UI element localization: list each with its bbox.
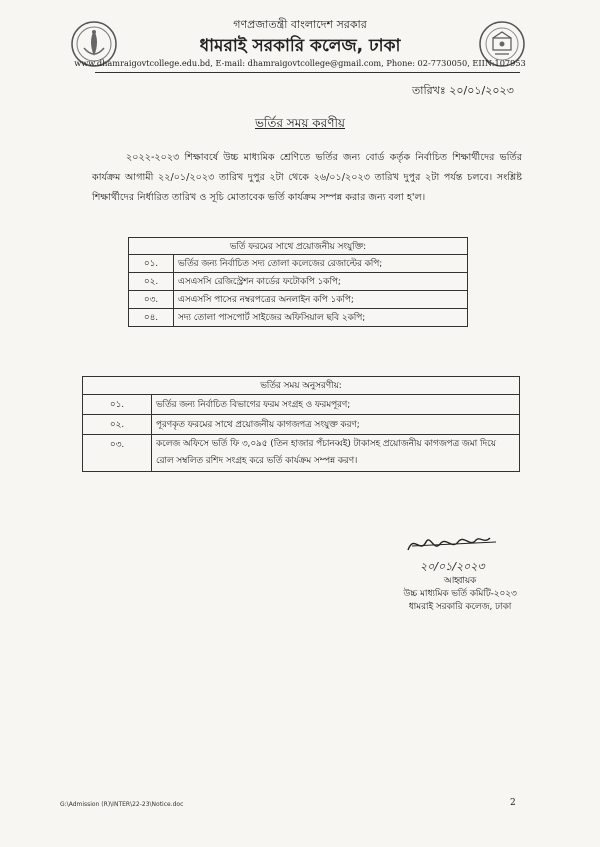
table-row [83,395,520,415]
row-text: এসএসসি পাসের নম্বরপত্রের অনলাইন কপি ১কপি; [174,291,468,309]
table-row [129,273,468,291]
row-number: ০২. [83,415,152,435]
attachments-table-heading: ভর্তি ফরমের সাথে প্রয়োজনীয় সংযুক্তি: [129,238,468,255]
signatory-block [380,575,540,614]
row-number: ০১. [83,395,152,415]
row-number: ০২. [129,273,174,291]
row-number: ০৩. [129,291,174,309]
government-title: গণপ্রজাতন্ত্রী বাংলাদেশ সরকার [233,18,367,31]
signature-date: ২০/০১/২০২৩ [420,560,485,573]
file-path: G:\Admission (R)\INTER\22-23\Notice.doc [60,801,184,808]
row-text: এসএসসি রেজিস্ট্রেশন কার্ডের ফটোকপি ১কপি; [174,273,468,291]
notice-date: তারিখঃ ২০/০১/২০২৩ [412,84,514,97]
page-number: 2 [510,798,516,808]
row-text: কলেজ অফিসে ভর্তি ফি ৩,০৯৫ (তিন হাজার পঁচানব্বই) টাকাসহ প্রয়োজনীয় কাগজপত্র জমা দিয়ে রোল সম্বলিত রশিদ সংগ্রহ করে ভর্তি কার্যক্রম সম্পন্ন করণ। [152,435,520,472]
table-row [129,255,468,273]
row-text: ভর্তির জন্য নির্বাচিত বিভাগের ফরম সংগ্রহ ও ফরমপূরণ; [152,395,520,415]
attachments-table [128,237,468,327]
contact-info: www.dhamraigovtcollege.edu.bd, E-mail: dhamraigovtcollege@gmail.com, Phone: 02-7730050, EIIN:107953 [74,58,526,68]
college-name: ধামরাই সরকারি কলেজ, ঢাকা [199,36,401,56]
admission-steps-table [82,376,520,472]
table-row [129,291,468,309]
admission-steps-heading: ভর্তির সময় অনুসরণীয়: [83,377,520,395]
row-number: ০৩. [83,435,152,472]
signatory-committee: উচ্চ মাধ্যমিক ভর্তি কমিটি-২০২৩ [403,589,517,599]
table-row [83,415,520,435]
signature-mark [400,524,510,576]
row-text: ভর্তির জন্য নির্বাচিত সদ্য তোলা কলেজের রেজাল্টের কপি; [174,255,468,273]
table-row [83,435,520,472]
signatory-college: ধামরাই সরকারি কলেজ, ঢাকা [408,602,512,612]
row-number: ০৪. [129,309,174,327]
notice-title [0,115,600,135]
row-number: ০১. [129,255,174,273]
header-divider [95,72,520,73]
notice-title-text: ভর্তির সময় করণীয় [254,116,346,130]
notice-body: ২০২২-২০২৩ শিক্ষাবর্ষে উচ্চ মাধ্যমিক শ্রেণিতে ভর্তির জন্য বোর্ড কর্তৃক নির্বাচিত শিক্ষার্থীদের ভর্তির কার্যক্রম আগামী ২২/০১/২০২৩ তারিখ দুপুর ২টা থেকে ২৬/০১/২০২৩ তারিখ দুপুর ২টা পর্যন্ত চলবে। সংশ্লিষ্ট শিক্ষার্থীদের নির্ধারিত তারিখ ও সূচি মোতাবেক ভর্তি কার্যক্রম সম্পন্ন করার জন্য বলা হ'ল। [92,152,522,203]
signatory-role: আহ্বায়ক [443,576,477,586]
row-text: সদ্য তোলা পাসপোর্ট সাইজের অফিসিয়াল ছবি ২কপি; [174,309,468,327]
table-row [129,309,468,327]
row-text: পূরণকৃত ফরমের সাথে প্রয়োজনীয় কাগজপত্র সংযুক্ত করণ; [152,415,520,435]
